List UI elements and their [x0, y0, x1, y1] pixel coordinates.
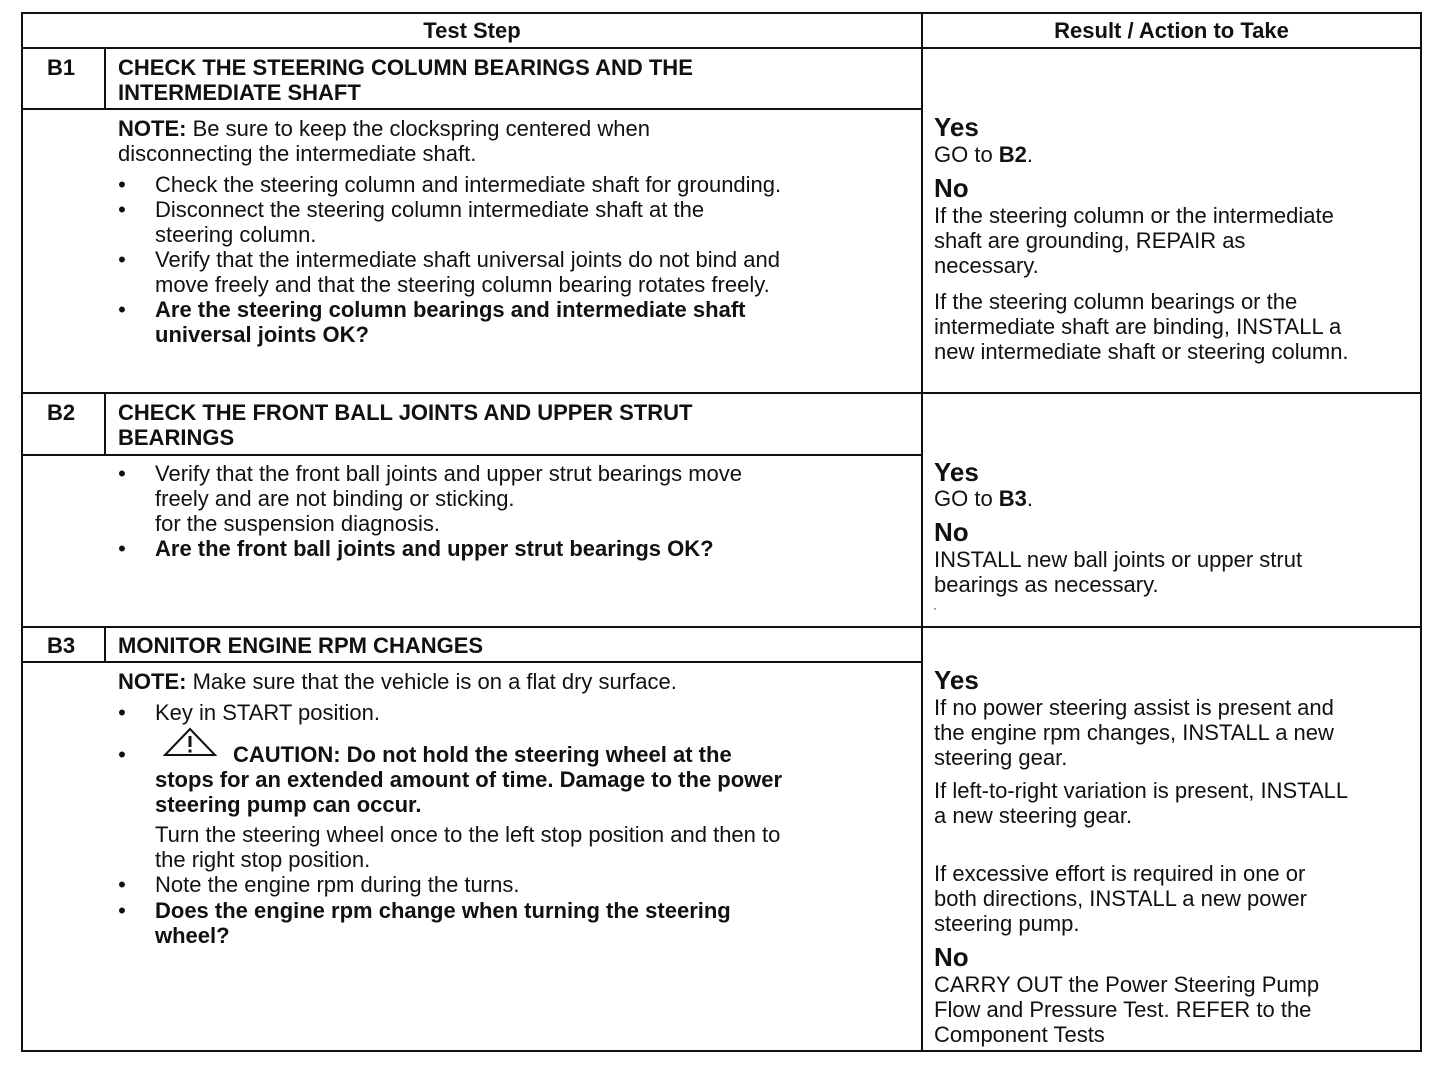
- b2-no-label: No: [934, 517, 969, 547]
- b2-item-line3: for the suspension diagnosis.: [155, 511, 440, 536]
- b1-bullet-4: •: [118, 297, 126, 322]
- b2-b3-divider: [21, 626, 1422, 628]
- header-divider: [21, 47, 1422, 49]
- step-id-divider-b1: [104, 49, 106, 110]
- b1-bullet-2: •: [118, 197, 126, 222]
- b2-yes-label: Yes: [934, 457, 979, 487]
- step-id-b3: B3: [47, 633, 76, 658]
- b1-yes-step-ref: B2: [998, 142, 1027, 167]
- b1-bullet-3: •: [118, 247, 126, 272]
- b3-yes-p1-line3: steering gear.: [934, 745, 1068, 770]
- b3-turn-line1: Turn the steering wheel once to the left stop position and then to: [155, 822, 781, 847]
- b3-no-line2: Flow and Pressure Test. REFER to the: [934, 997, 1312, 1022]
- b1-no-p2-line3: new intermediate shaft or steering column.: [934, 339, 1349, 364]
- b3-bullet-4: •: [118, 898, 126, 923]
- b2-title-line1: CHECK THE FRONT BALL JOINTS AND UPPER STRUT: [118, 400, 693, 425]
- b3-item-3: Note the engine rpm during the turns.: [155, 872, 520, 897]
- b1-item-2-line2: steering column.: [155, 222, 317, 247]
- b1-note: [118, 116, 650, 141]
- b1-note-line2: disconnecting the intermediate shaft.: [118, 141, 477, 166]
- b2-yes-text: GO to: [934, 486, 999, 511]
- b3-note-label: NOTE:: [118, 669, 187, 694]
- b1-yes-end: .: [1026, 142, 1034, 167]
- b3-no-line3: Component Tests: [934, 1022, 1105, 1047]
- b3-yes-p1-line2: the engine rpm changes, INSTALL a new: [934, 720, 1334, 745]
- b3-question-line1: Does the engine rpm change when turning the steering: [155, 898, 731, 923]
- b3-yes-p2-line2: a new steering gear.: [934, 803, 1133, 828]
- b1-note-text: Be sure to keep the clockspring centered when: [186, 116, 650, 141]
- b3-bullet-2: •: [118, 742, 126, 767]
- b2-bullet-2: •: [118, 536, 126, 561]
- b1-no-p1-line1: If the steering column or the intermediate: [934, 203, 1334, 228]
- b2-tick-mark: ·: [933, 601, 937, 615]
- b2-yes-action: [934, 486, 1033, 511]
- b2-bullet-1: •: [118, 461, 126, 486]
- b2-yes-end: .: [1026, 486, 1034, 511]
- step-id-b1: B1: [47, 55, 76, 80]
- b3-yes-p3-line3: steering pump.: [934, 911, 1080, 936]
- b1-no-p2-line2: intermediate shaft are binding, INSTALL a: [934, 314, 1342, 339]
- b3-caution-line2: stops for an extended amount of time. Damage to the power: [155, 767, 783, 792]
- b3-turn-line2: the right stop position.: [155, 847, 371, 872]
- b3-caution-line3: steering pump can occur.: [155, 792, 422, 817]
- b1-no-p2-line1: If the steering column bearings or the: [934, 289, 1298, 314]
- b3-yes-p3-line1: If excessive effort is required in one or: [934, 861, 1306, 886]
- step-id-divider-b3: [104, 627, 106, 663]
- b1-title-line2: INTERMEDIATE SHAFT: [118, 80, 361, 105]
- b2-item-line1: Verify that the front ball joints and upper strut bearings move: [155, 461, 742, 486]
- b1-yes-label: Yes: [934, 112, 979, 142]
- b3-caution-line1: CAUTION: Do not hold the steering wheel at the: [233, 742, 732, 767]
- b3-yes-label: Yes: [934, 665, 979, 695]
- b1-note-label: NOTE:: [118, 116, 187, 141]
- b2-no-line1: INSTALL new ball joints or upper strut: [934, 547, 1303, 572]
- b3-yes-p2-line1: If left-to-right variation is present, INSTALL: [934, 778, 1349, 803]
- b1-question-line2: universal joints OK?: [155, 322, 369, 347]
- b1-title-line1: CHECK THE STEERING COLUMN BEARINGS AND THE: [118, 55, 693, 80]
- step-id-b2: B2: [47, 400, 76, 425]
- b3-title: MONITOR ENGINE RPM CHANGES: [118, 633, 484, 658]
- b2-question: Are the front ball joints and upper strut bearings OK?: [155, 536, 714, 561]
- b1-item-2-line1: Disconnect the steering column intermediate shaft at the: [155, 197, 705, 222]
- b3-yes-p3-line2: both directions, INSTALL a new power: [934, 886, 1307, 911]
- b3-no-label: No: [934, 942, 969, 972]
- b1-no-label: No: [934, 173, 969, 203]
- b1-no-p1-line3: necessary.: [934, 253, 1039, 278]
- b2-no-line2: bearings as necessary.: [934, 572, 1159, 597]
- b1-item-3-line1: Verify that the intermediate shaft universal joints do not bind and: [155, 247, 780, 272]
- header-result-action: Result / Action to Take: [1054, 18, 1289, 43]
- b1-b2-divider: [21, 392, 1422, 394]
- step-id-divider-b2: [104, 394, 106, 455]
- b3-bullet-3: •: [118, 872, 126, 897]
- b3-title-divider: [21, 661, 922, 663]
- b1-yes-text: GO to: [934, 142, 999, 167]
- b2-title-divider: [21, 454, 922, 456]
- b1-item-3-line2: move freely and that the steering column bearing rotates freely.: [155, 272, 770, 297]
- b3-no-line1: CARRY OUT the Power Steering Pump: [934, 972, 1320, 997]
- b3-bullet-1: •: [118, 700, 126, 725]
- b1-yes-action: [934, 142, 1033, 167]
- b1-item-1: Check the steering column and intermediate shaft for grounding.: [155, 172, 782, 197]
- header-test-step: Test Step: [423, 18, 521, 43]
- b2-item-line2: freely and are not binding or sticking.: [155, 486, 515, 511]
- b3-note: [118, 669, 677, 694]
- warning-triangle-icon: [163, 727, 217, 757]
- b1-question-line1: Are the steering column bearings and intermediate shaft: [155, 297, 746, 322]
- column-divider: [921, 12, 923, 1052]
- b3-yes-p1-line1: If no power steering assist is present and: [934, 695, 1334, 720]
- b3-question-line2: wheel?: [155, 923, 230, 948]
- b1-no-p1-line2: shaft are grounding, REPAIR as: [934, 228, 1246, 253]
- b2-title-line2: BEARINGS: [118, 425, 235, 450]
- b1-bullet-1: •: [118, 172, 126, 197]
- b3-note-text: Make sure that the vehicle is on a flat dry surface.: [186, 669, 677, 694]
- b2-yes-step-ref: B3: [998, 486, 1027, 511]
- b3-item-1: Key in START position.: [155, 700, 380, 725]
- b1-title-divider: [21, 108, 922, 110]
